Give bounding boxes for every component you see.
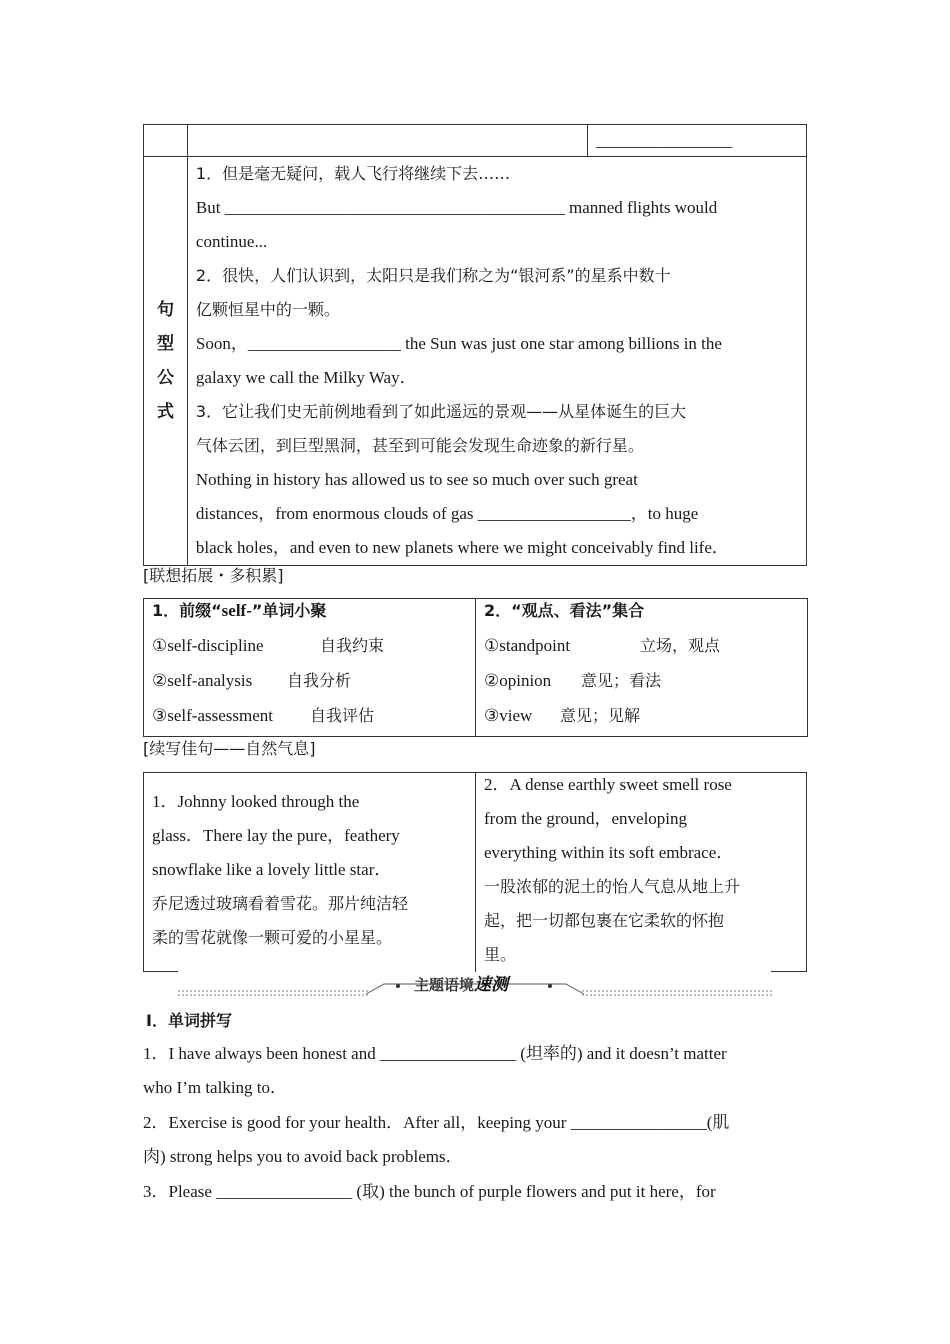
writing-right-line: everything within its soft embrace． <box>484 843 734 862</box>
expand-divider <box>475 598 476 736</box>
writing-bottom-left <box>143 971 178 972</box>
sentence-pattern-label <box>144 157 188 566</box>
exercise-line: who I’m talking to． <box>143 1078 288 1097</box>
sentence-pattern-table <box>143 124 807 566</box>
writing-divider <box>475 772 476 972</box>
pattern-line: 1．但是毫无疑问，载人飞行将继续下去…… <box>195 164 511 183</box>
pattern-line: black holes，and even to new planets where we might conceivably find life． <box>195 538 729 557</box>
pattern-line: galaxy we call the Milky Way． <box>195 368 417 387</box>
expand-right-word: ①standpoint <box>484 636 571 655</box>
row0-mid-cell <box>187 125 587 157</box>
exercise-line: 3．Please ________________ (取) the bunch of purple flowers and put it here，for <box>143 1182 716 1201</box>
expand-right-word: ②opinion <box>484 671 552 690</box>
writing-left-line: 柔的雪花就像一颗可爱的小星星。 <box>152 928 393 947</box>
expand-left-title: 1．前缀“self-”单词小聚 <box>152 601 327 620</box>
writing-right-border <box>806 772 807 972</box>
banner-title: 主题语境速测 <box>414 975 509 995</box>
writing-left-line: glass．There lay the pure，feathery <box>152 826 400 845</box>
expand-right-title: 2．“观点、看法”集合 <box>484 601 645 620</box>
expand-right-meaning: 意见；见解 <box>560 706 641 725</box>
label-char: 式 <box>156 402 174 422</box>
sentence-pattern-content <box>187 157 806 566</box>
expand-right-meaning: 立场，观点 <box>640 636 721 655</box>
pattern-line: 3．它让我们史无前例地看到了如此遥远的景观——从星体诞生的巨大 <box>195 402 687 421</box>
writing-right-line: 一股浓郁的泥土的怡人气息从地上升 <box>484 877 741 896</box>
pattern-line: 亿颗恒星中的一颗。 <box>195 300 340 319</box>
row0-label-cell <box>144 125 188 157</box>
expand-left-word: ③self-assessment <box>152 706 273 725</box>
exercise-line: 肉) strong helps you to avoid back problems． <box>143 1147 463 1166</box>
pattern-line: distances，from enormous clouds of gas __________________，to huge <box>195 504 699 523</box>
writing-left-line: snowflake like a lovely little star． <box>152 860 392 879</box>
expand-left-meaning: 自我评估 <box>310 706 375 725</box>
expand-left-meaning: 自我约束 <box>320 636 385 655</box>
label-char: 句 <box>156 300 174 320</box>
pattern-line: Soon，__________________ the Sun was just one star among billions in the <box>195 334 722 353</box>
writing-right-line: 里。 <box>484 945 517 964</box>
pattern-line: 2．很快，人们认识到，太阳只是我们称之为“银河系”的星系中数十 <box>195 266 671 285</box>
writing-left-line: 1．Johnny looked through the <box>152 792 360 811</box>
expand-heading: [联想拓展・多积累] <box>143 566 284 585</box>
writing-right-line: 起，把一切都包裹在它柔软的怀抱 <box>484 911 725 930</box>
writing-bottom-right <box>771 971 807 972</box>
expand-left-word: ①self-discipline <box>152 636 264 655</box>
expand-left-word: ②self-analysis <box>152 671 253 690</box>
writing-right-line: from the ground，enveloping <box>484 809 688 828</box>
section-banner <box>178 974 772 998</box>
label-char: 公 <box>156 368 174 388</box>
expand-left-meaning: 自我分析 <box>287 671 352 690</box>
writing-heading: [续写佳句——自然气息] <box>143 739 316 758</box>
exercise-line: 2．Exercise is good for your health．After all，keeping your ________________(肌 <box>143 1113 730 1132</box>
pattern-line: 气体云团，到巨型黑洞，甚至到可能会发现生命迹象的新行星。 <box>195 436 644 455</box>
pattern-line: continue... <box>195 232 268 251</box>
exercise-heading: Ⅰ．单词拼写 <box>146 1011 232 1030</box>
row0-blank: ________________ <box>596 131 733 150</box>
expand-right-word: ③view <box>484 706 533 725</box>
label-char: 型 <box>156 334 174 354</box>
pattern-line: But ________________________________________ manned flights would <box>195 198 718 217</box>
pattern-line: Nothing in history has allowed us to see so much over such great <box>195 470 638 489</box>
writing-left-border <box>143 772 144 972</box>
row0-right-cell <box>588 125 807 157</box>
exercise-line: 1．I have always been honest and ________________ (坦率的) and it doesn’t matter <box>143 1044 727 1063</box>
expand-right-meaning: 意见；看法 <box>581 671 662 690</box>
writing-left-line: 乔尼透过玻璃看着雪花。那片纯洁轻 <box>152 894 409 913</box>
writing-right-line: 2．A dense earthly sweet smell rose <box>484 775 732 794</box>
